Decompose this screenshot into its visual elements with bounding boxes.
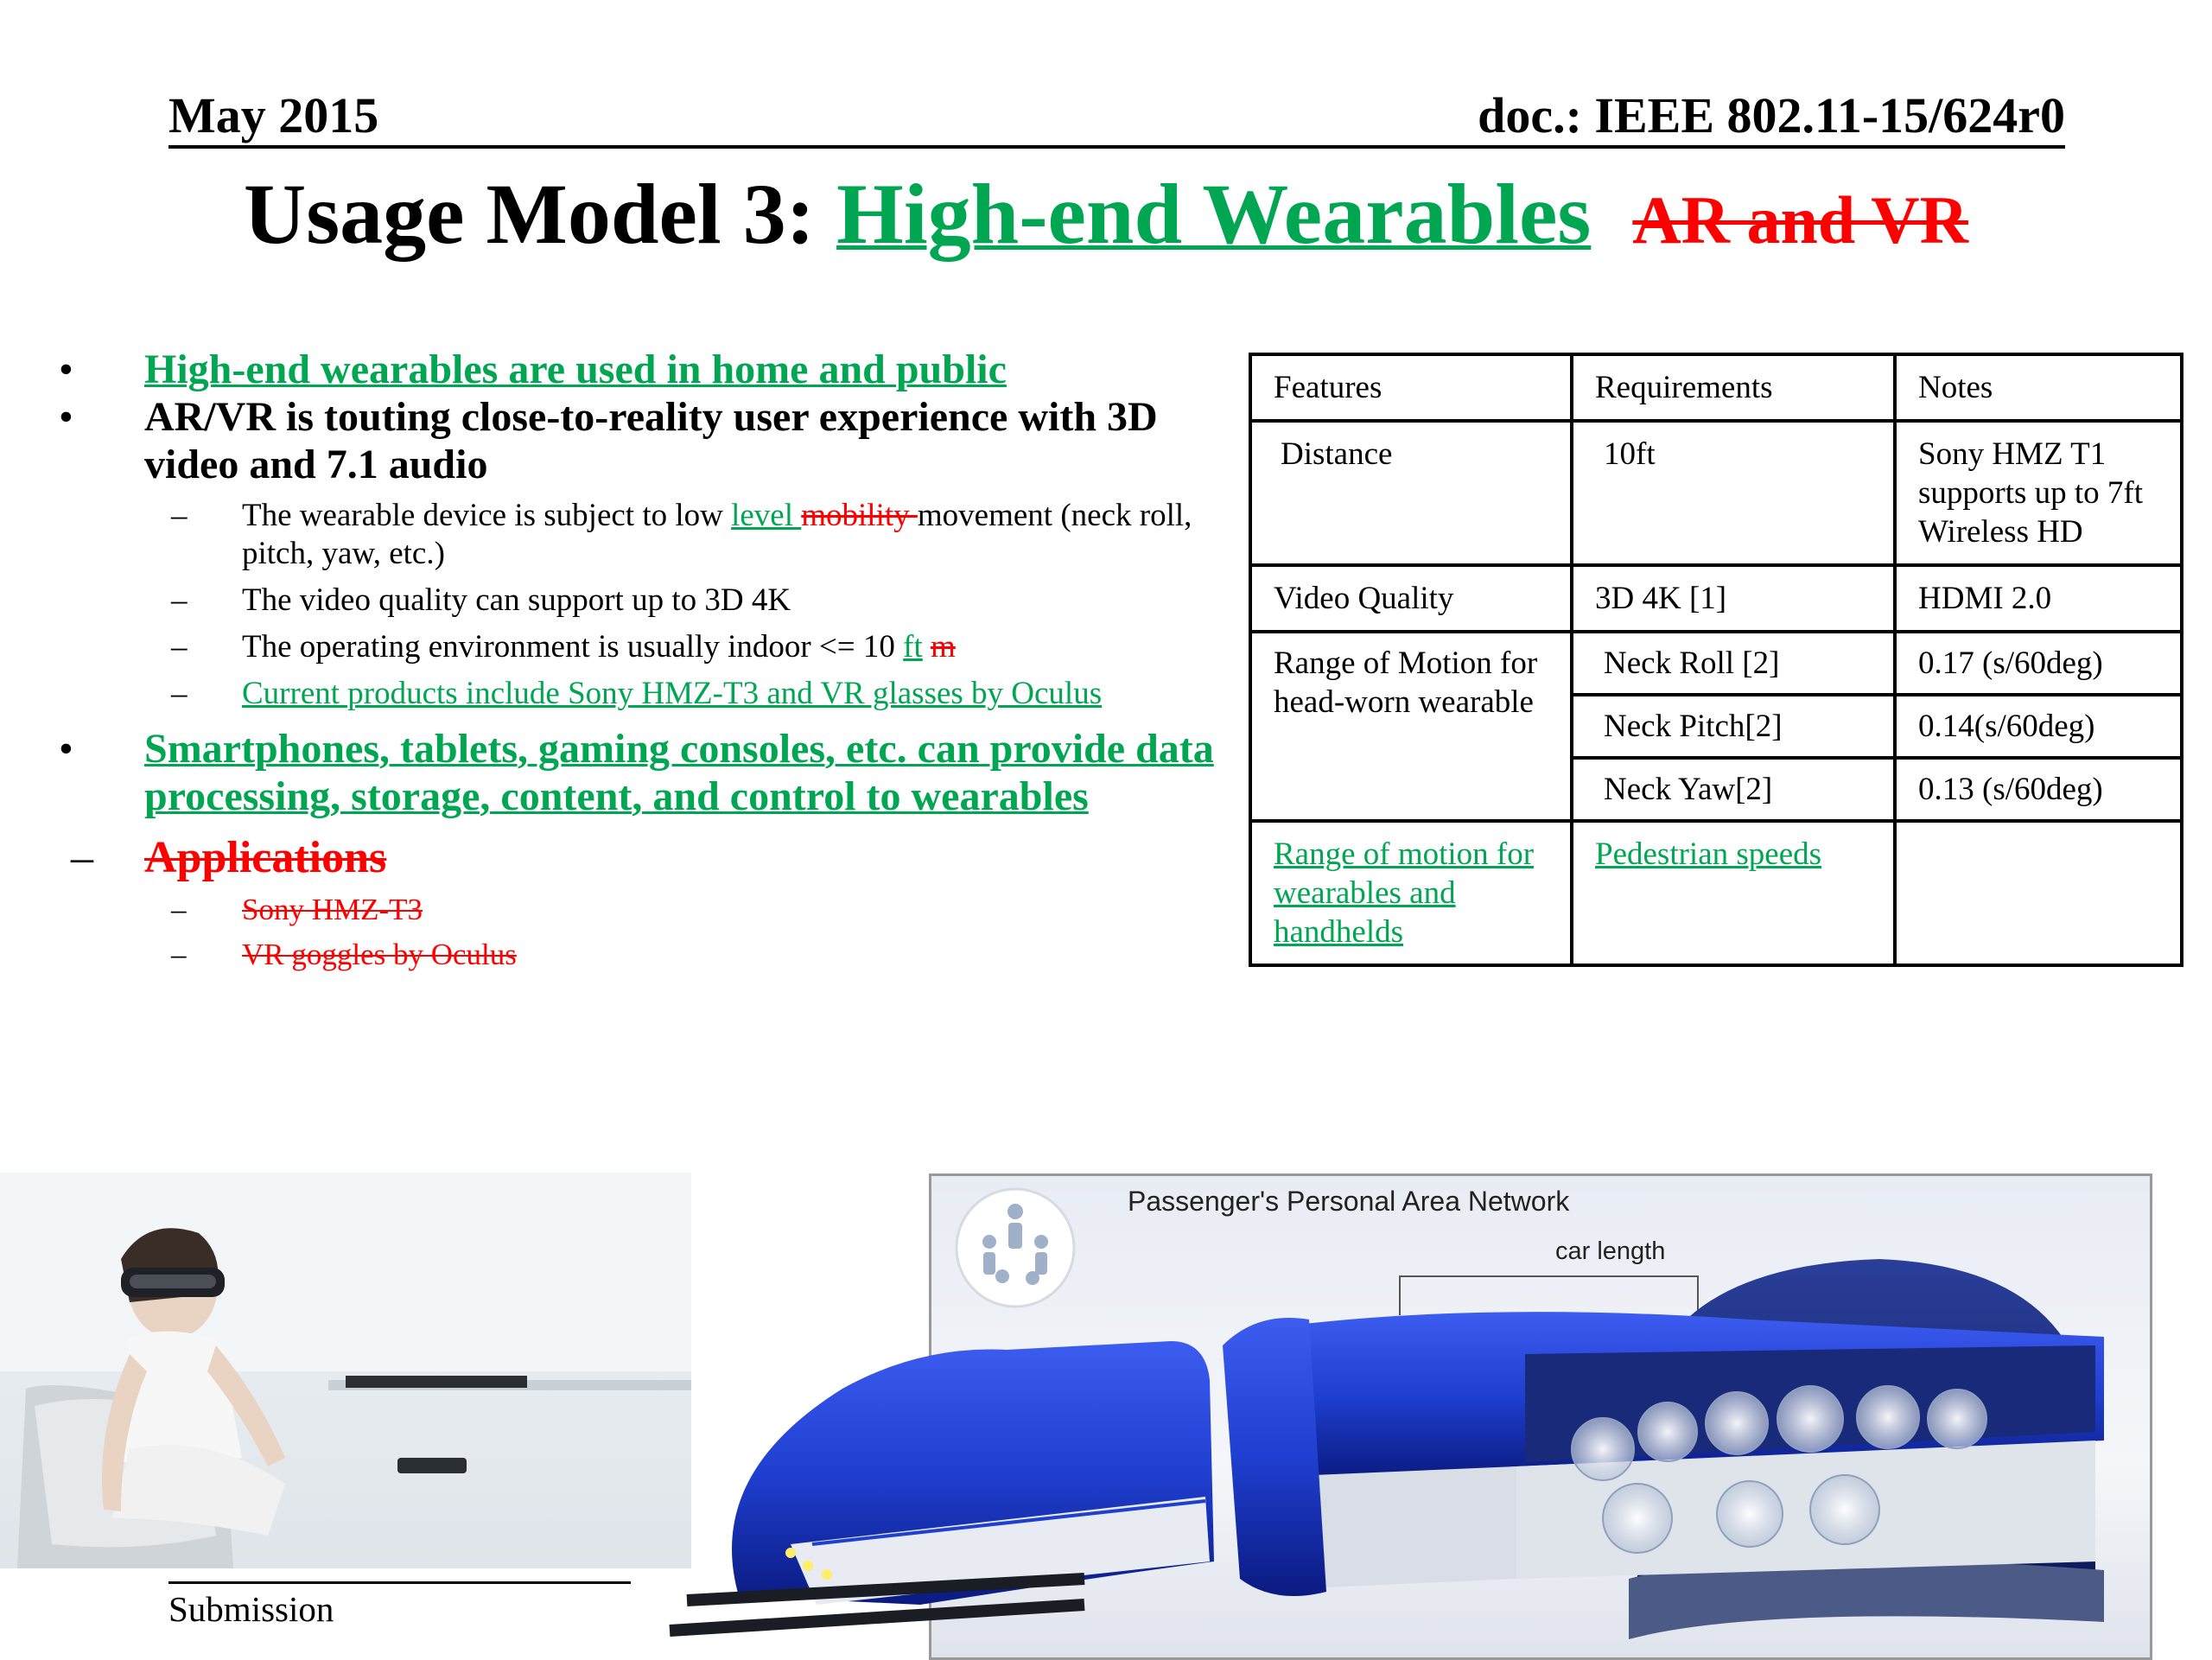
sub-bullet-text: The wearable device is subject to low <box>242 498 732 533</box>
bullet-text: AR/VR is touting close-to-reality user experience with 3D video and 7.1 audio <box>144 394 1158 487</box>
table-cell <box>1895 821 2182 965</box>
deleted-sub-item <box>0 936 1236 974</box>
table-row <box>1250 821 2182 965</box>
applications-label: Applications <box>144 833 387 882</box>
table-cell: Range of motion for wearables and handhelds <box>1250 821 1572 965</box>
sub-bullet-item <box>0 582 1236 620</box>
dash-glyph: – <box>71 833 93 882</box>
slide-title <box>0 164 2212 264</box>
bullet-item <box>0 393 1236 488</box>
woman-wearing-hmd-photo <box>0 1173 691 1568</box>
table-cell: Video Quality <box>1250 565 1572 632</box>
sub-bullet-text: Current products include Sony HMZ-T3 and VR glasses by Oculus <box>242 676 1103 711</box>
bullet-list <box>0 346 1236 974</box>
car-length-label: car length <box>1555 1237 1666 1265</box>
title-prefix: Usage Model 3: <box>244 166 837 262</box>
sub-bullet-item <box>0 497 1236 573</box>
deleted-text: mobility <box>801 498 918 533</box>
table-row <box>1250 565 2182 632</box>
table-cell: 0.17 (s/60deg) <box>1895 632 2182 695</box>
dash-glyph: – <box>171 676 188 711</box>
dash-glyph: – <box>171 893 187 926</box>
bullet-text: Smartphones, tablets, gaming consoles, etc. can provide data processing, storage, content, and control to wearables <box>144 726 1214 819</box>
sub-bullet-item <box>0 628 1236 666</box>
deleted-text: m <box>931 629 956 665</box>
header-date: May 2015 <box>168 87 379 143</box>
title-inserted: High-end Wearables <box>836 166 1592 262</box>
deleted-heading <box>0 832 1236 884</box>
table-cell: 3D 4K [1] <box>1572 565 1895 632</box>
inserted-text: level <box>731 498 802 533</box>
table-header-cell: Features <box>1250 354 1572 421</box>
title-deleted: AR and VR <box>1632 182 1968 258</box>
bullet-glyph: • <box>59 394 73 440</box>
bullet-item <box>0 725 1236 820</box>
deleted-sub-text: VR goggles by Oculus <box>242 938 517 971</box>
inserted-text: ft <box>903 629 923 665</box>
bullet-text: High-end wearables are used in home and public <box>144 347 1007 392</box>
deleted-sub-item <box>0 891 1236 929</box>
table-cell: 10ft <box>1572 421 1895 565</box>
table-cell: Neck Roll [2] <box>1572 632 1895 695</box>
table-row <box>1250 421 2182 565</box>
sub-bullet-text: The operating environment is usually indoor <= 10 <box>242 629 904 665</box>
footer-label: Submission <box>168 1589 334 1629</box>
sub-bullet-text: movement (neck roll, pitch, yaw, etc.) <box>242 498 1192 571</box>
bullet-item <box>0 346 1236 393</box>
header-rule <box>168 145 2065 149</box>
bullet-glyph: • <box>59 726 73 772</box>
table-row <box>1250 632 2182 695</box>
dash-glyph: – <box>171 498 188 533</box>
table-cell: Range of Motion for head-worn wearable <box>1250 632 1572 821</box>
table-header-cell: Requirements <box>1572 354 1895 421</box>
table-header-row <box>1250 354 2182 421</box>
sub-bullet-item <box>0 675 1236 713</box>
dash-glyph: – <box>171 582 188 618</box>
diagram-title: Passenger's Personal Area Network <box>1128 1186 1570 1217</box>
footer-rule <box>168 1581 631 1584</box>
table-cell: Pedestrian speeds <box>1572 821 1895 965</box>
table-cell: 0.13 (s/60deg) <box>1895 758 2182 821</box>
sub-bullet-text: The video quality can support up to 3D 4K <box>242 582 791 618</box>
header-doc-number: doc.: IEEE 802.11-15/624r0 <box>1478 87 2065 143</box>
table-header-cell: Notes <box>1895 354 2182 421</box>
table-cell: HDMI 2.0 <box>1895 565 2182 632</box>
table-cell: Sony HMZ T1 supports up to 7ft Wireless HD <box>1895 421 2182 565</box>
table-cell: Neck Yaw[2] <box>1572 758 1895 821</box>
requirements-table <box>1249 353 2183 967</box>
passenger-train-pan-illustration <box>635 1173 2147 1659</box>
table-cell: Distance <box>1250 421 1572 565</box>
table-cell: 0.14(s/60deg) <box>1895 695 2182 758</box>
dash-glyph: – <box>171 629 188 665</box>
table-cell: Neck Pitch[2] <box>1572 695 1895 758</box>
bullet-glyph: • <box>59 347 73 392</box>
dash-glyph: – <box>171 938 187 971</box>
deleted-sub-text: Sony HMZ-T3 <box>242 893 423 926</box>
